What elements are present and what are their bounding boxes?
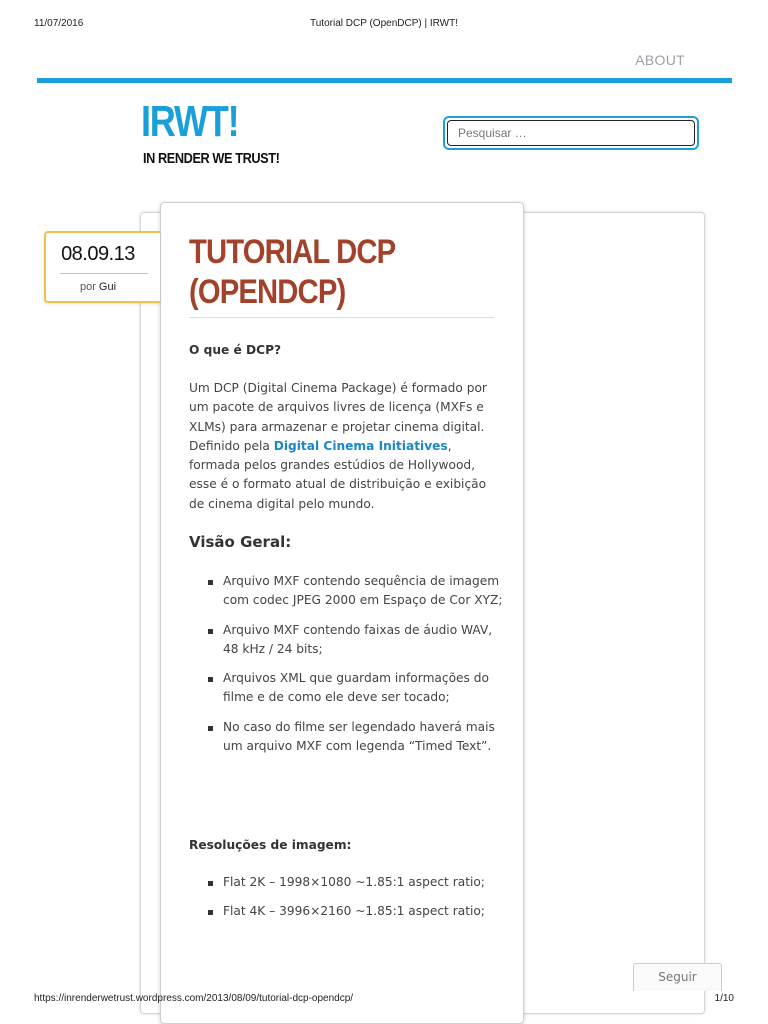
- list-item: Arquivos XML que guardam informações do filme e de como ele deve ser tocado;: [206, 669, 506, 708]
- title-divider: [189, 317, 494, 318]
- print-url: https://inrenderwetrust.wordpress.com/2013/08/09/tutorial-dcp-opendcp/: [34, 993, 354, 1004]
- print-footer: [0, 993, 768, 1007]
- print-date: 11/07/2016: [34, 18, 84, 29]
- print-page-number: 1/10: [714, 993, 734, 1004]
- intro-text-1: Um DCP (Digital Cinema Package) é formado por um pacote de arquivos livres de licença (MXFs e XLMs) para armazenar e projetar cinema digital. Definido pela: [189, 381, 487, 453]
- question-heading: O que é DCP?: [189, 343, 282, 357]
- list-item: Flat 4K – 3996×2160 ~1.85:1 aspect ratio;: [206, 902, 506, 921]
- post-title: [189, 232, 464, 312]
- dci-link[interactable]: Digital Cinema Initiatives: [273, 438, 448, 453]
- overview-heading: Visão Geral:: [189, 533, 292, 551]
- overview-list: [206, 572, 506, 756]
- post-title-line2: (OPENDCP): [189, 273, 346, 311]
- date-divider: [60, 273, 148, 274]
- post-date-badge: [44, 231, 160, 303]
- nav-about-link[interactable]: ABOUT: [635, 52, 685, 68]
- byline-prefix: por: [79, 281, 96, 293]
- intro-text-2: , formada pelos grandes estúdios de Hollywood, esse é o formato atual de distribuição e exibição de cinema digital pelo mundo.: [189, 438, 487, 511]
- post-byline: [46, 281, 150, 293]
- print-title: Tutorial DCP (OpenDCP) | IRWT!: [310, 18, 458, 29]
- resolutions-list: [206, 873, 506, 922]
- intro-paragraph: [189, 379, 499, 514]
- site-tagline: IN RENDER WE TRUST!: [143, 150, 280, 167]
- follow-button[interactable]: Seguir: [633, 963, 722, 991]
- site-title[interactable]: IRWT!: [141, 97, 239, 146]
- resolutions-heading: Resoluções de imagem:: [189, 838, 352, 852]
- list-item: Arquivo MXF contendo sequência de imagem com codec JPEG 2000 em Espaço de Cor XYZ;: [206, 572, 506, 611]
- post-title-line1: TUTORIAL DCP: [189, 233, 396, 271]
- search-box: [443, 116, 699, 150]
- top-accent-bar: [37, 78, 732, 83]
- list-item: Arquivo MXF contendo faixas de áudio WAV, 48 kHz / 24 bits;: [206, 621, 506, 660]
- print-header: [0, 18, 768, 32]
- list-item: Flat 2K – 1998×1080 ~1.85:1 aspect ratio;: [206, 873, 506, 892]
- search-input[interactable]: [447, 120, 695, 146]
- post-author-link[interactable]: Gui: [98, 281, 117, 293]
- post-date[interactable]: 08.09.13: [61, 243, 135, 265]
- list-item: No caso do filme ser legendado haverá mais um arquivo MXF com legenda “Timed Text”.: [206, 718, 506, 757]
